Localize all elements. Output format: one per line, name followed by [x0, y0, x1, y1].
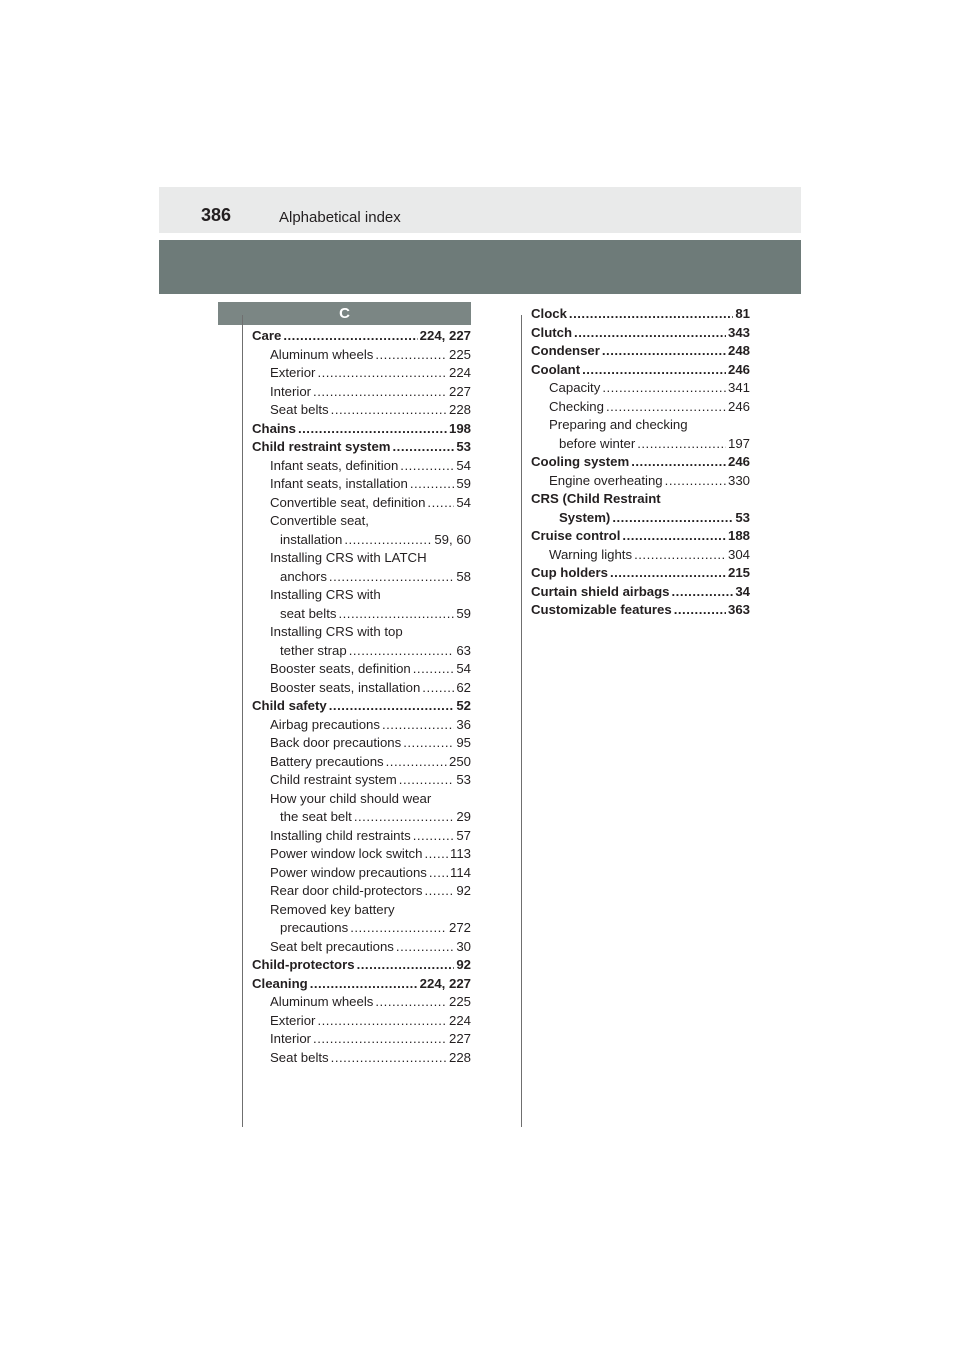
index-subentry — [252, 568, 471, 587]
page-reference: 304 — [727, 546, 750, 562]
index-subentry — [531, 472, 750, 491]
page-reference: 57 — [456, 827, 471, 843]
page-reference: 30 — [456, 938, 471, 954]
page-reference: 228 — [448, 1049, 471, 1065]
dot-leader — [403, 734, 454, 753]
page-reference: 227 — [448, 1031, 471, 1046]
index-subentry — [252, 1049, 471, 1068]
index-entry-continuation: CRS (Child Restraint — [531, 491, 661, 506]
page-reference: 343 — [727, 324, 750, 340]
section-letter: C — [218, 302, 471, 325]
page-reference: 224, 227 — [419, 328, 471, 343]
entry-term: Battery precautions — [270, 753, 384, 769]
page-reference: 272 — [448, 920, 471, 935]
page-reference: 227 — [448, 383, 471, 399]
page-reference: 63 — [456, 642, 471, 658]
entry-term: Aluminum wheels — [270, 346, 374, 362]
entry-term: Child safety — [252, 698, 327, 713]
dot-leader — [429, 864, 448, 883]
entry-term: Convertible seat, definition — [270, 494, 426, 510]
entry-term: Interior — [270, 383, 312, 399]
page-reference: 197 — [727, 435, 750, 451]
entry-term: System) — [559, 509, 611, 525]
page-reference: 113 — [449, 846, 471, 861]
dot-leader — [606, 398, 726, 417]
dot-leader — [399, 771, 455, 790]
page-reference: 188 — [727, 528, 750, 543]
entry-term: Booster seats, definition — [270, 661, 411, 676]
index-subentry — [252, 845, 471, 864]
entry-term: seat belts — [280, 605, 337, 621]
entry-term: Child restraint system — [270, 772, 397, 787]
index-entry — [531, 305, 750, 324]
dot-leader — [357, 956, 455, 975]
index-entry — [252, 697, 471, 716]
page-reference: 224, 227 — [419, 975, 471, 991]
index-entry — [531, 583, 750, 602]
index-entry-continuation: How your child should wear — [270, 790, 432, 806]
entry-term: Seat belt precautions — [270, 938, 394, 954]
dot-leader — [574, 324, 726, 343]
dot-leader — [413, 660, 455, 679]
page-reference: 53 — [456, 772, 471, 787]
page-reference: 59 — [456, 605, 471, 621]
dot-leader — [313, 383, 447, 402]
page-reference: 248 — [727, 343, 750, 358]
page-reference: 53 — [456, 439, 471, 454]
entry-term: Clock — [531, 306, 567, 321]
dot-leader — [338, 605, 454, 624]
entry-term: Power window precautions — [270, 864, 427, 880]
page-reference: 34 — [735, 583, 750, 599]
index-subentry — [531, 398, 750, 417]
entry-term: Interior — [270, 1031, 312, 1046]
index-subentry — [252, 364, 471, 383]
dot-leader — [427, 494, 454, 513]
dot-leader — [424, 845, 448, 864]
index-subentry — [252, 605, 471, 624]
entry-term: Seat belts — [270, 402, 329, 417]
index-subentry — [252, 531, 471, 550]
page-reference: 54 — [456, 457, 471, 473]
index-entry — [531, 324, 750, 343]
page-reference: 224 — [448, 1012, 471, 1028]
entry-term: the seat belt — [280, 809, 352, 824]
page-reference: 224 — [448, 365, 471, 380]
entry-term: Engine overheating — [549, 472, 663, 488]
dot-leader — [382, 716, 454, 735]
index-subentry — [531, 546, 750, 565]
entry-term: Condenser — [531, 343, 600, 358]
index-subentry — [252, 753, 471, 772]
entry-term: Cruise control — [531, 528, 621, 543]
index-entry — [252, 438, 471, 457]
left-column-rule — [242, 315, 243, 1127]
page-reference: 52 — [456, 698, 471, 713]
page-reference: 92 — [456, 957, 471, 972]
entry-term: precautions — [280, 920, 349, 935]
entry-term: Airbag precautions — [270, 716, 380, 732]
index-subentry — [252, 660, 471, 679]
dot-leader — [610, 564, 726, 583]
page-reference: 95 — [456, 735, 471, 750]
header-band — [159, 240, 801, 294]
page-reference: 58 — [456, 568, 471, 584]
entry-term: Child restraint system — [252, 439, 391, 454]
entry-term: Power window lock switch — [270, 846, 423, 861]
index-column-right — [531, 305, 750, 620]
dot-leader — [354, 808, 454, 827]
page-reference: 215 — [727, 565, 750, 580]
page-reference: 341 — [727, 380, 750, 395]
dot-leader — [582, 361, 726, 380]
entry-term: Care — [252, 328, 282, 343]
page-reference: 54 — [456, 661, 471, 676]
index-entry — [252, 975, 471, 994]
page-reference: 59 — [456, 476, 471, 491]
entry-term: Rear door child-protectors — [270, 883, 423, 898]
dot-leader — [631, 453, 726, 472]
entry-term: Checking — [549, 398, 604, 414]
page-reference: 36 — [456, 716, 471, 732]
dot-leader — [665, 472, 726, 491]
entry-term: Exterior — [270, 365, 316, 380]
index-subentry — [252, 1030, 471, 1049]
page-reference: 59, 60 — [434, 531, 471, 547]
entry-term: Infant seats, definition — [270, 457, 399, 473]
page-reference: 246 — [727, 454, 750, 469]
entry-term: before winter — [559, 435, 636, 451]
index-subentry — [531, 435, 750, 454]
dot-leader — [283, 327, 417, 346]
index-subentry — [252, 642, 471, 661]
index-entry — [252, 327, 471, 346]
dot-leader — [422, 679, 454, 698]
dot-leader — [375, 993, 447, 1012]
page-title: Alphabetical index — [279, 209, 401, 226]
entry-term: Warning lights — [549, 546, 633, 562]
dot-leader — [672, 583, 734, 602]
entry-term: Capacity — [549, 380, 601, 395]
index-subentry — [531, 379, 750, 398]
dot-leader — [386, 753, 447, 772]
index-subentry — [252, 734, 471, 753]
dot-leader — [310, 975, 418, 994]
dot-leader — [344, 531, 432, 550]
index-entry-continuation: Removed key battery — [270, 901, 395, 917]
entry-term: anchors — [280, 568, 327, 584]
index-entry-continuation: Installing CRS with LATCH — [270, 550, 427, 565]
entry-term: Aluminum wheels — [270, 994, 374, 1009]
dot-leader — [350, 919, 447, 938]
page-reference: 29 — [456, 809, 471, 824]
dot-leader — [375, 346, 447, 365]
entry-term: Chains — [252, 420, 296, 436]
index-subentry — [252, 475, 471, 494]
dot-leader — [393, 438, 455, 457]
index-entry — [531, 453, 750, 472]
index-subentry — [252, 457, 471, 476]
page-reference: 246 — [727, 398, 750, 414]
dot-leader — [317, 1012, 447, 1031]
dot-leader — [400, 457, 454, 476]
index-subentry — [252, 771, 471, 790]
dot-leader — [331, 1049, 447, 1068]
entry-term: Cleaning — [252, 975, 308, 991]
index-column-left — [252, 327, 471, 1067]
index-entry — [252, 420, 471, 439]
entry-term: Coolant — [531, 361, 581, 377]
index-subentry — [252, 716, 471, 735]
index-subentry — [252, 1012, 471, 1031]
dot-leader — [634, 546, 726, 565]
index-subentry — [252, 864, 471, 883]
entry-term: Installing child restraints — [270, 827, 411, 843]
index-entry — [531, 564, 750, 583]
entry-term: Customizable features — [531, 602, 672, 617]
index-subentry — [252, 346, 471, 365]
dot-leader — [329, 568, 454, 587]
index-entry — [531, 527, 750, 546]
index-subentry — [252, 383, 471, 402]
entry-term: Back door precautions — [270, 735, 402, 750]
dot-leader — [331, 401, 447, 420]
page-reference: 92 — [456, 883, 471, 898]
dot-leader — [622, 527, 726, 546]
dot-leader — [674, 601, 726, 620]
index-subentry — [252, 679, 471, 698]
dot-leader — [329, 697, 455, 716]
page-reference: 198 — [448, 420, 471, 436]
dot-leader — [637, 435, 726, 454]
entry-term: Exterior — [270, 1012, 316, 1028]
index-subentry — [252, 808, 471, 827]
dot-leader — [413, 827, 455, 846]
dot-leader — [569, 305, 733, 324]
index-subentry — [252, 401, 471, 420]
index-subentry — [252, 882, 471, 901]
page-reference: 246 — [727, 361, 750, 377]
entry-term: tether strap — [280, 642, 347, 658]
page-reference: 53 — [735, 509, 750, 525]
dot-leader — [313, 1030, 447, 1049]
index-subentry — [252, 827, 471, 846]
dot-leader — [317, 364, 447, 383]
entry-term: Infant seats, installation — [270, 476, 408, 491]
entry-term: Cooling system — [531, 454, 630, 469]
entry-term: Booster seats, installation — [270, 679, 421, 695]
index-entry — [531, 601, 750, 620]
index-entry-continuation: Convertible seat, — [270, 513, 369, 528]
dot-leader — [602, 379, 726, 398]
page-reference: 228 — [448, 402, 471, 417]
page-reference: 363 — [727, 602, 750, 617]
page-reference: 225 — [448, 346, 471, 362]
page-reference: 81 — [735, 306, 750, 321]
page-reference: 330 — [727, 472, 750, 488]
dot-leader — [298, 420, 447, 439]
index-entry — [252, 956, 471, 975]
index-entry — [531, 342, 750, 361]
entry-term: Seat belts — [270, 1049, 329, 1065]
dot-leader — [612, 509, 733, 528]
entry-term: Curtain shield airbags — [531, 583, 670, 599]
entry-term: Child-protectors — [252, 957, 355, 972]
index-entry-continuation: Installing CRS with top — [270, 624, 403, 639]
dot-leader — [424, 882, 454, 901]
index-subentry — [531, 509, 750, 528]
page-reference: 114 — [449, 864, 471, 880]
page-reference: 54 — [456, 494, 471, 510]
page-reference: 225 — [448, 994, 471, 1009]
dot-leader — [602, 342, 726, 361]
index-entry-continuation: Installing CRS with — [270, 587, 381, 602]
index-entry-continuation: Preparing and checking — [549, 417, 688, 432]
middle-column-rule — [521, 315, 522, 1127]
index-subentry — [252, 938, 471, 957]
index-subentry — [252, 919, 471, 938]
page-number: 386 — [201, 205, 232, 225]
index-subentry — [252, 993, 471, 1012]
index-subentry — [252, 494, 471, 513]
page-reference: 62 — [456, 679, 471, 695]
dot-leader — [410, 475, 455, 494]
dot-leader — [396, 938, 454, 957]
dot-leader — [349, 642, 455, 661]
index-entry — [531, 361, 750, 380]
entry-term: Cup holders — [531, 565, 608, 580]
page-header — [159, 187, 801, 233]
entry-term: installation — [280, 531, 343, 547]
entry-term: Clutch — [531, 324, 573, 340]
page-reference: 250 — [448, 753, 471, 769]
